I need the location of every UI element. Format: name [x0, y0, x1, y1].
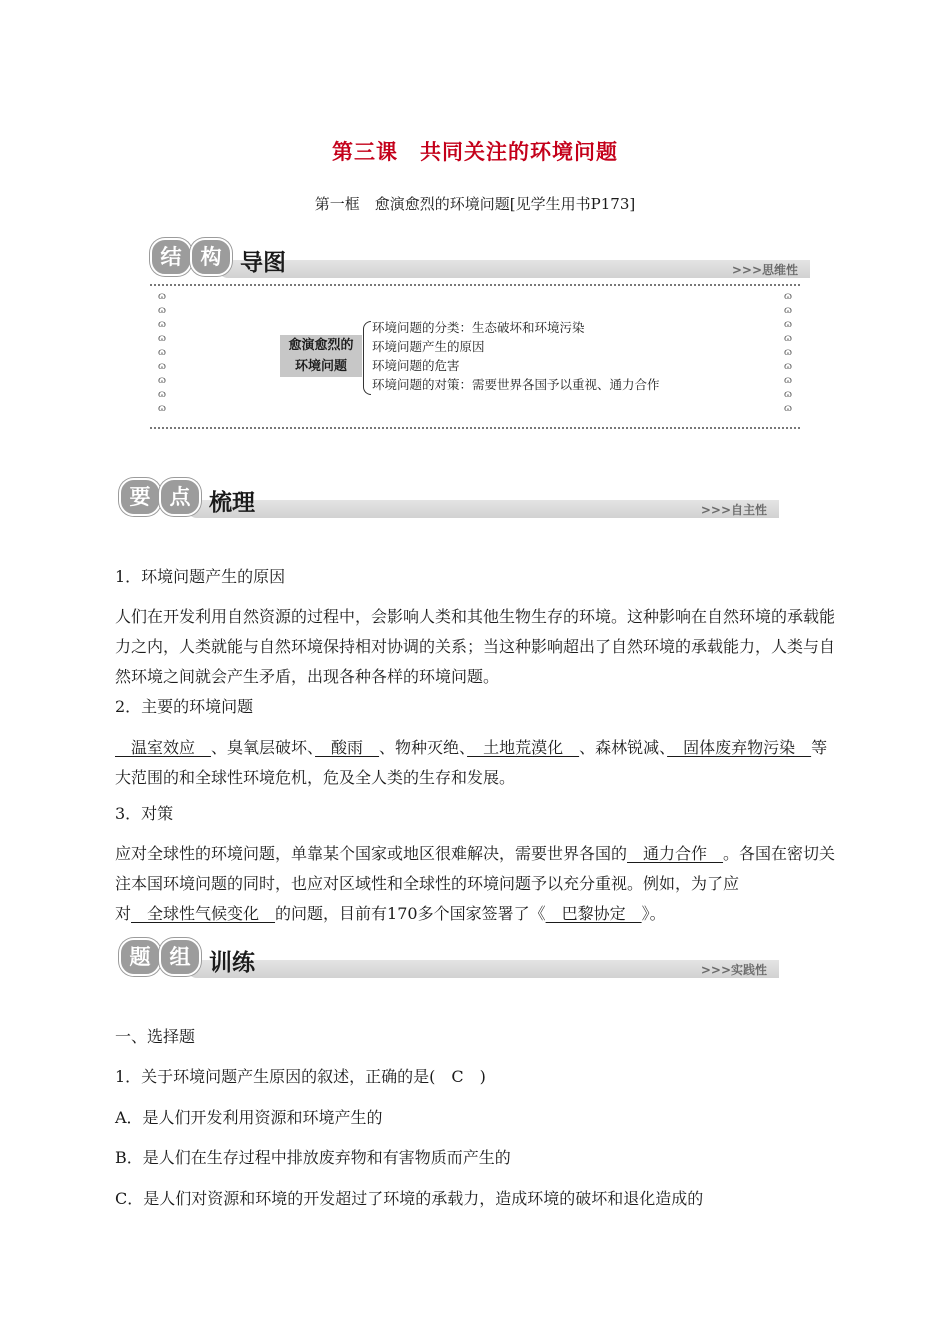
banner-bar: [218, 260, 810, 278]
question-option-b: B．是人们在生存过程中排放废弃物和有害物质而产生的: [115, 1148, 511, 1167]
banner-label: 训练: [209, 950, 255, 976]
map-branch: 环境问题的分类：生态破坏和环境污染: [372, 320, 585, 335]
answer-blank: 通力合作: [627, 844, 724, 863]
text-run: 、臭氧层破坏、: [211, 738, 316, 757]
map-branch: 环境问题的危害: [372, 358, 460, 373]
answer-blank: 巴黎协定: [545, 904, 642, 923]
banner-tag: >>>实践性: [700, 963, 767, 977]
keypoint-paragraph-1: 人们在开发利用自然资源的过程中，会影响人类和其他生物生存的环境。这种影响在自然环境的承载能力之内，人类就能与自然环境保持相对协调的关系；当这种影响超出了自然环境的承载能力，人类与自然环境之间就会产生矛盾，出现各种各样的环境问题。: [115, 607, 836, 686]
section-banner-practice: [117, 938, 779, 982]
keypoint-heading-2: 2．主要的环境问题: [115, 697, 254, 716]
text-run: 、物种灭绝、: [379, 738, 468, 757]
keypoint-paragraph-3: [115, 839, 840, 929]
keypoint-heading-3: 3．对策: [115, 804, 174, 823]
banner-tag: >>>思维性: [731, 263, 798, 277]
question-stem: 1．关于环境问题产生原因的叙述，正确的是( C ): [115, 1067, 486, 1086]
text-run: 。各国在密切关注本国环境问题的同时，也应对区域性和全球性的环境问题予以充分重视。例如，为了应对: [115, 844, 836, 923]
text-run: 等大范围的和全球性环境危机，危及全人类的生存和发展。: [115, 738, 828, 787]
text-run: 的问题，目前有170多个国家签署了《: [275, 904, 546, 923]
section-banner-keypoints: [117, 478, 779, 522]
section-banner-structure: [148, 238, 810, 282]
banner-bar: [187, 500, 779, 518]
banner-label: 导图: [240, 250, 286, 276]
keypoint-paragraph-2: [115, 733, 840, 793]
map-topic-line: 愈演愈烈的: [288, 338, 354, 353]
text-run: 》。: [641, 904, 666, 923]
banner-pill: 要: [119, 478, 161, 516]
answer-blank: 酸雨: [315, 738, 380, 757]
banner-bar: [187, 960, 779, 978]
banner-tag: >>>自主性: [700, 503, 767, 517]
exercise-heading: 一、选择题: [115, 1027, 196, 1046]
question-option-a: A．是人们开发利用资源和环境产生的: [115, 1108, 383, 1127]
text-run: 、森林锐减、: [579, 738, 668, 757]
answer-blank: 全球性气候变化: [131, 904, 276, 923]
map-topic-line: 环境问题: [294, 359, 347, 374]
question-option-c: C．是人们对资源和环境的开发超过了环境的承载力，造成环境的破坏和退化造成的: [115, 1189, 704, 1208]
text-run: 应对全球性的环境问题，单靠某个国家或地区很难解决，需要世界各国的: [115, 844, 628, 863]
map-topic-box: [280, 335, 362, 377]
answer-blank: 土地荒漠化: [467, 738, 580, 757]
map-branch: 环境问题产生的原因: [372, 339, 485, 354]
map-branch: 环境问题的对策：需要世界各国予以重视、通力合作: [372, 377, 660, 392]
answer-blank: 温室效应: [115, 738, 212, 757]
page-subtitle: 第一框 愈演愈烈的环境问题[见学生用书P173]: [314, 195, 636, 213]
map-frame-border-right: ɷ ɷ ɷ ɷ ɷ ɷ ɷ ɷ ɷ: [783, 291, 793, 414]
page-title: 第三课 共同关注的环境问题: [332, 140, 618, 164]
banner-pill: 组: [159, 938, 201, 976]
banner-pill: 题: [119, 938, 161, 976]
banner-label: 梳理: [209, 490, 255, 516]
map-frame-border-left: ɷ ɷ ɷ ɷ ɷ ɷ ɷ ɷ ɷ: [157, 291, 167, 414]
banner-pill: 结: [150, 238, 192, 276]
banner-pill: 构: [190, 238, 232, 276]
answer-blank: 固体废弃物污染: [667, 738, 812, 757]
map-branch-list: [372, 318, 660, 394]
banner-pill: 点: [159, 478, 201, 516]
keypoint-heading-1: 1．环境问题产生的原因: [115, 567, 286, 586]
map-brace: [363, 321, 371, 395]
